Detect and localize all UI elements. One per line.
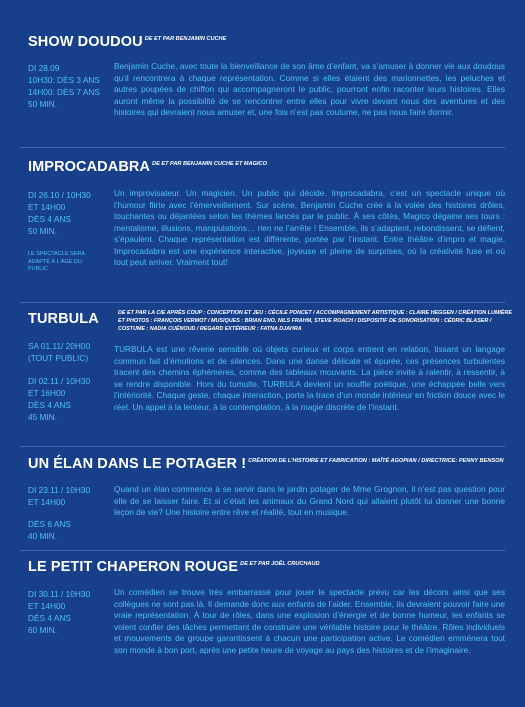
schedule-line: DÈS 4 ANS [28, 613, 71, 623]
schedule-line: 50 MIN. [28, 226, 58, 236]
show-title-row [28, 455, 503, 473]
age-adaptation-note: LE SPECTACLE SERA ADAPTÉ À L’ÂGE DU PUBLIC [28, 251, 85, 272]
show-description: Benjamin Cuche, avec toute la bienveillance de son âme d’enfant, va s’amuser à donner vie aux doudous qu’il rencontrera à chaque représentation. Comme si elles étaient des marionnettes, les peluches et autres poupées de chiffon qui accompagneront le public, pourront enfin raconter leurs histoires. Elles auront même la possibilité de se rencontrer entre elles pour vivre devant nous des aventures et des histoires qui devraient nous amuser et, une fois n’est pas coutume, ne pas nous faire dormir. [114, 61, 505, 117]
show-title: UN ÉLAN DANS LE POTAGER ! [28, 456, 247, 472]
schedule-line: 50 MIN. [28, 99, 58, 109]
show-title-row [28, 158, 267, 176]
show-title-row [28, 33, 226, 51]
schedule-line: 14H00: DÈS 7 ANS [28, 87, 100, 97]
schedule-line: 40 MIN. [28, 531, 58, 541]
show-title: LE PETIT CHAPERON ROUGE [28, 559, 239, 575]
show-description: Quand un élan commence à se servir dans le jardin potager de Mme Grognon, il n’est pas question pour elle de se laisser faire. Et si c’était les animaux du Grand Nord qui allaient plutôt lui donner une bonne leçon de vie? Une histoire entre rêve et réalité, tout en musique. [114, 484, 505, 517]
schedule-line: SA 01.11/ 20H00 [28, 341, 91, 351]
schedule-line: DI 28.09 [28, 63, 60, 73]
schedule-line: ET 14H00 [28, 202, 66, 212]
section-divider [20, 147, 505, 148]
schedule-line: 45 MIN. [28, 412, 58, 422]
show-credit: DE ET PAR JOËL CRUCHAUD [240, 561, 320, 567]
show-schedule [28, 484, 108, 508]
show-schedule-details [28, 518, 108, 542]
show-title-row [28, 558, 320, 576]
section-divider [20, 302, 505, 303]
schedule-line: 60 MIN. [28, 625, 58, 635]
show-title: SHOW DOUDOU [28, 34, 143, 50]
show-schedule [28, 62, 108, 110]
show-description: Un improvisateur. Un magicien. Un public qui décide. Improcadabra, c’est un spectacle unique où l’humour flirte avec l’émerveillement. Sur scène, Benjamin Cuche crée à la volée des histoires drôles, touchantes ou déjantées selon les thèmes lancés par le public. À ses côtés, Magico dégaine ses tours : mentalisme, illusions, manipulations… rien ne l’arrête ! Ensemble, ils s’adaptent, rebondissent, se défient, s’épaulent. Chaque représentation est différente, portée par l’instant. Entre théâtre d’impro et magie, Improcadabra est une expérience interactive, joyeuse et pleine de surprises, où la créativité fuse et où tout peut arriver. Vraiment tout! [114, 188, 505, 267]
schedule-line: DÈS 4 ANS [28, 214, 71, 224]
show-schedule [28, 189, 108, 274]
show-schedule-premiere [28, 340, 108, 364]
schedule-line: (TOUT PUBLIC) [28, 353, 89, 363]
show-credit: DE ET PAR LA CIE APRÈS COUP : CONCEPTION ET JEU : CÉCILE PONCET / ACCOMPAGNEMENT ARTISTIQUE : CLAIRE HEGGEN / CRÉATION LUMIÈRE ET PHOTOS : FRANÇOIS VERMOT / MUSIQUES : BRIAN ENO, NILS FRAHM, STEVE ROACH / DISPOSITIF DE SONORISATION : CÉDRIC BLASER / COSTUME : NADIA CUÉNOUD / REGARD EXTÉRIEUR : FATNA DJAHRA [118, 310, 512, 332]
schedule-line: ET 16H00 [28, 388, 66, 398]
schedule-line: DI 26.10 / 10H30 [28, 190, 91, 200]
show-description: TURBULA est une rêverie sensible où objets curieux et corps entrent en relation, tissant un langage commun fait d’émotions et de silences. Dans une danse délicate et épurée, ces présences turbulentes tracent des chemins éphémères, comme des tableaux mouvants. La pièce invite à ralentir, à ressentir, à se rendre disponible. Hors du tumulte, TURBULA devient un souffle poétique, une échappée belle vers l’intériorité. Chaque geste, chaque interaction, porte la trace d’un monde intérieur en friction douce avec le réel. Un appel à la lenteur, à la contemplation, à la magie discrète de l’instant. [114, 344, 505, 412]
schedule-line: 10H30: DÈS 3 ANS [28, 75, 100, 85]
schedule-line: ET 14H00 [28, 497, 66, 507]
show-schedule [28, 375, 108, 423]
show-schedule [28, 588, 108, 636]
show-description: Un comédien se trouve très embarrassé pour jouer le spectacle prévu car les décors ainsi que ses collègues ne sont pas là. Il demande donc aux enfants de l’aider. Ensemble, ils devraient pouvoir faire une vraie représentation. À tour de rôles, dans une explosion d’énergie et de bonne humeur, les enfants se voient confier des tâches permettant de construire une véritable histoire pour le théâtre. Rôles individuels et mouvements de groupe garantissent à chacun une participation active. Le comédien emmènera tout son monde à bon port, après une petite heure de voyage au pays des histoires et de l’imaginaire. [114, 587, 505, 655]
schedule-line: DÈS 6 ANS [28, 519, 71, 529]
show-credit: DE ET PAR BENJAMIN CUCHE ET MAGICO [152, 161, 267, 167]
section-divider [20, 550, 505, 551]
schedule-line: ET 14H00 [28, 601, 66, 611]
show-title: IMPROCADABRA [28, 159, 151, 175]
section-divider [20, 446, 505, 447]
schedule-line: DI 02.11 / 10H30 [28, 376, 91, 386]
show-title-row [28, 310, 99, 328]
schedule-line: DI 30.11 / 10H30 [28, 589, 91, 599]
show-credit: DE ET PAR BENJAMIN CUCHE [144, 36, 227, 42]
show-credit: CRÉATION DE L’HISTOIRE ET FABRICATION : MAÏTÉ AGOPIAN / DIRECTRICE: PENNY BENSON [248, 458, 504, 464]
show-title: TURBULA [28, 311, 99, 327]
schedule-line: DÈS 4 ANS [28, 400, 71, 410]
schedule-line: DI 23.11 / 10H30 [28, 485, 91, 495]
